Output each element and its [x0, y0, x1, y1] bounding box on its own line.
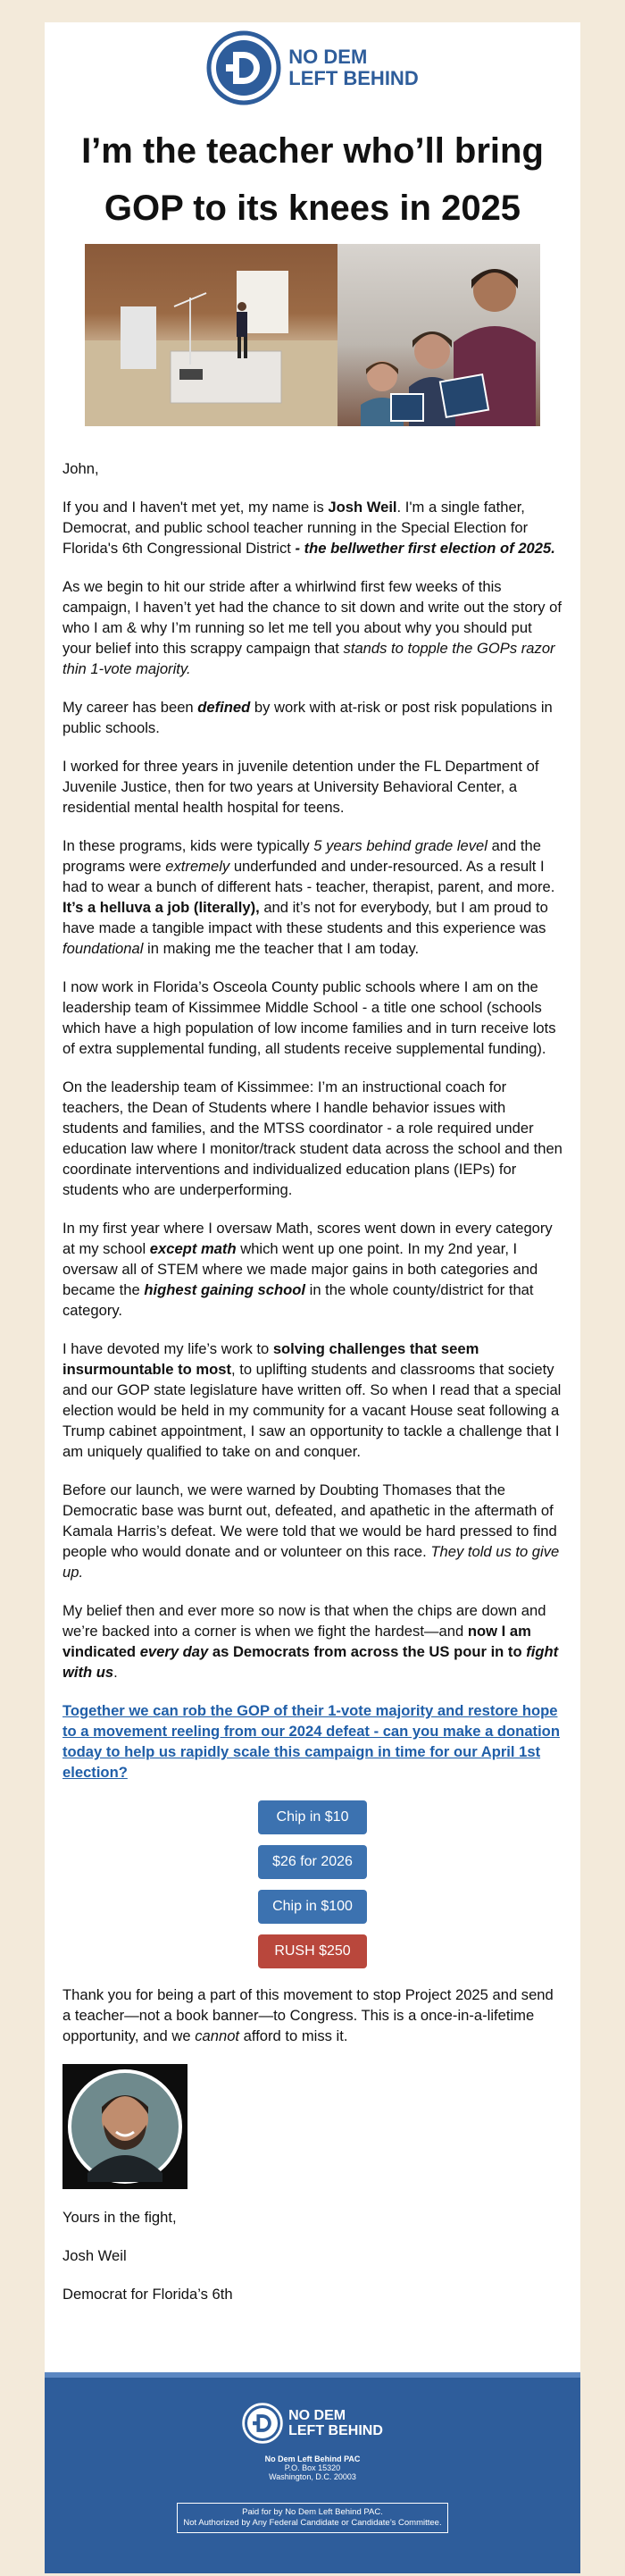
footer-address: No Dem Left Behind PAC P.O. Box 15320 Washington, D.C. 20003 — [264, 2454, 361, 2481]
paragraph-leadership: On the leadership team of Kissimmee: I’m an instructional coach for teachers, the Dean of Students where I handle behavior issues with students and families, and the MTSS coordinator - a role required under education law where I monitor/track student data across the school and then coordinate interventions and individualized education plans (IEPs) for students who are underperforming. — [62, 1078, 562, 1198]
signature-title: Democrat for Florida’s 6th — [62, 2286, 233, 2303]
26-for-2026-button[interactable]: $26 for 2026 — [258, 1845, 367, 1879]
signature-name: Josh Weil — [62, 2247, 127, 2264]
paragraph-programs: In these programs, kids were typically 5 years behind grade level and the programs were extremely underfunded and under-resourced. As a result I had to wear a bunch of different hats - teacher, therapist, parent, and more. It’s a helluva a job (literally), and it’s not for everybody, but I am proud to have made a tangible impact with these students and this experience was foundational in making me the teacher that I am today. — [62, 837, 555, 957]
d-logo-icon — [206, 30, 281, 105]
paragraph-devoted: I have devoted my life’s work to solving challenges that seem insurmountable to most, to uplifting students and classrooms that society and our GOP state legislature have written off. So when I read that a special election would be held in my community for a vacant House seat following a Trump cabinet appointment, I saw an opportunity to tackle a challenge that I am uniquely qualified to take on and conquer. — [62, 1340, 562, 1460]
paragraph-osceola: I now work in Florida’s Osceola County public schools where I am on the leadership team of Kissimmee Middle School - a title one school (schools which have a high population of low income families and in turn receive lots of extra supplemental funding, all students receive supplemental funding). — [62, 978, 556, 1057]
email-card — [45, 22, 580, 2573]
candidate-name: Josh Weil — [328, 499, 397, 516]
donate-buttons — [62, 1800, 562, 1968]
candidate-portrait-icon — [62, 2064, 188, 2189]
paragraph-launch: Before our launch, we were warned by Doubting Thomases that the Democratic base was burnt out, defeated, and apathetic in the aftermath of Kamala Harris’s defeat. We were told that we would be hard pressed to find people who would donate and or volunteer on this race. They told us to give up. — [62, 1481, 560, 1581]
hero-photo — [85, 244, 540, 426]
header-logo[interactable] — [45, 31, 580, 105]
page-title: I’m the teacher who’ll bring GOP to its knees in 2025 — [81, 131, 544, 228]
chip-in-100-button[interactable]: Chip in $100 — [258, 1890, 367, 1924]
logo-wordmark — [288, 46, 418, 89]
paragraph-intro: If you and I haven't met yet, my name is Josh Weil. I'm a single father, Democrat, and public school teacher running in the Special Election for Florida's 6th Congressional District - the bellwether first election of 2025. — [62, 499, 555, 557]
cta-paragraph — [62, 1700, 562, 1783]
footer-logo[interactable] — [45, 2403, 580, 2444]
classroom-photo — [85, 244, 338, 426]
paragraph-juvenile: I worked for three years in juvenile detention under the FL Department of Juvenile Justice, then for two years at University Behavioral Center, a residential mental health hospital for teens. — [62, 758, 539, 816]
paragraph-math: In my first year where I oversaw Math, scores went down in every category at my school except math which went up one point. In my 2nd year, I oversaw all of STEM where we made major gains in both categories and became the highest gaining school in the whole county/district for that category. — [62, 1220, 553, 1319]
paragraph-thanks: Thank you for being a part of this movement to stop Project 2025 and send a teacher—not a book banner—to Congress. This is a once-in-a-lifetime opportunity, and we cannot afford to miss it. — [62, 1986, 554, 2044]
footer — [45, 2372, 580, 2573]
avatar — [62, 2064, 188, 2189]
logo-line-2: LEFT BEHIND — [288, 67, 419, 89]
footer-wordmark: NO DEM LEFT BEHIND — [288, 2408, 383, 2438]
rush-250-button[interactable]: RUSH $250 — [258, 1934, 367, 1968]
paragraph-stride: As we begin to hit our stride after a whirlwind first few weeks of this campaign, I haven’t yet had the chance to sit down and write out the story of who I am & why I’m running so let me tell you about why you should put your belief into this scrappy campaign that stands to topple the GOPs razor thin 1-vote majority. — [62, 578, 562, 677]
sign-off: Yours in the fight, — [62, 2209, 177, 2226]
chip-in-10-button[interactable]: Chip in $10 — [258, 1800, 367, 1834]
donate-link[interactable]: Together we can rob the GOP of their 1-vote majority and restore hope to a movement reeling from our 2024 defeat - can you make a donation today to help us rapidly scale this campaign in time for our April 1st election? — [62, 1702, 560, 1781]
paid-for-disclaimer: Paid for by No Dem Left Behind PAC. Not Authorized by Any Federal Candidate or Candidate’s Committee. — [177, 2503, 447, 2533]
paragraph-career: My career has been defined by work with at-risk or post risk populations in public schools. — [62, 699, 553, 736]
logo-line-1: NO DEM — [288, 46, 368, 68]
greeting: John, — [62, 460, 99, 477]
family-photo — [338, 244, 540, 426]
d-logo-icon — [242, 2403, 283, 2444]
paragraph-belief: My belief then and ever more so now is that when the chips are down and we’re backed into a corner is when we fight the hardest—and now I am vindicated every day as Democrats from across the US pour in to fight with us. — [62, 1602, 559, 1681]
letter-body — [62, 458, 562, 2322]
